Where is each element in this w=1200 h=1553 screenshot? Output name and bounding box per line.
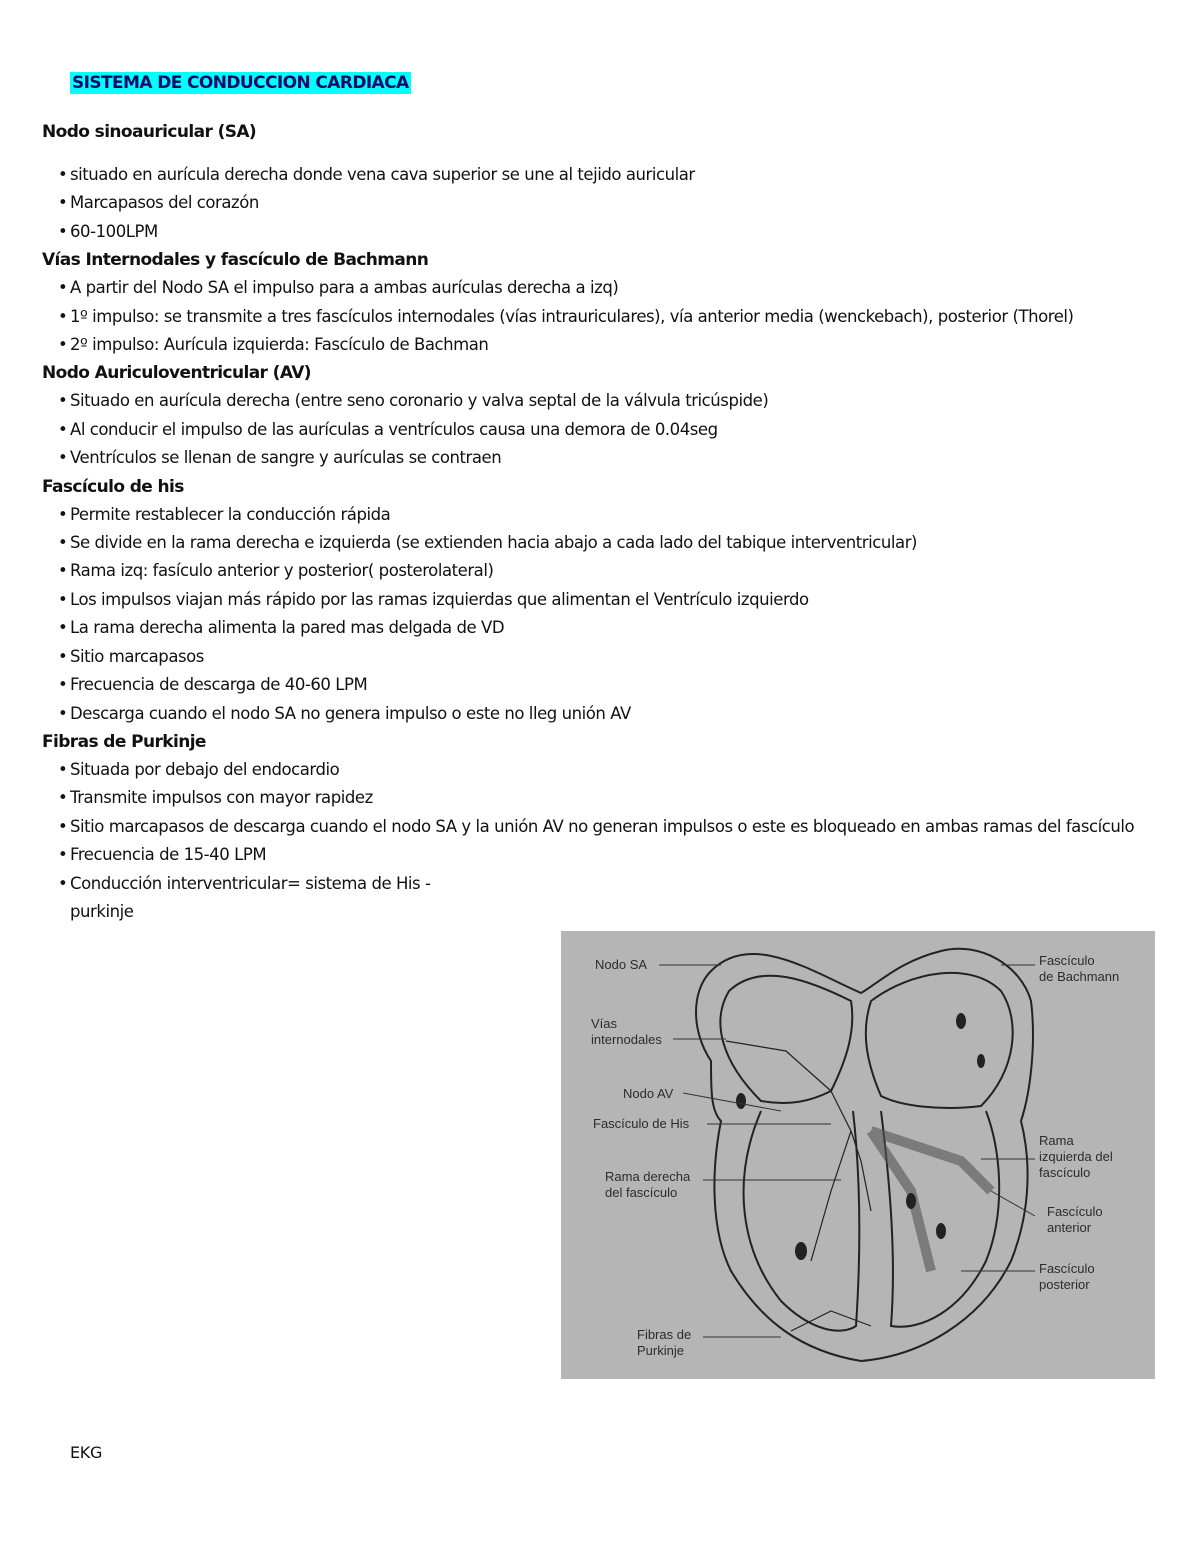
section-heading-fasciculo-his: Fascículo de his (42, 476, 184, 497)
list-item: • Permite restablecer la conducción rápida (42, 501, 1142, 529)
heart-outline (696, 949, 1033, 1361)
list-item: • Marcapasos del corazón (42, 189, 1142, 217)
conduction-paths (726, 1041, 871, 1331)
section-heading-vias-internodales: Vías Internodales y fascículo de Bachmann (42, 250, 429, 271)
list-item: • Conducción interventricular= sistema de His - purkinje (42, 870, 490, 927)
label-bachmann-2: de Bachmann (1039, 969, 1120, 984)
list-item: • Frecuencia de descarga de 40-60 LPM (42, 671, 1142, 699)
list-item: • situado en aurícula derecha donde vena cava superior se une al tejido auricular (42, 161, 1142, 189)
list-item: • 2º impulso: Aurícula izquierda: Fascículo de Bachman (42, 331, 1142, 359)
page-title: SISTEMA DE CONDUCCION CARDIACA (72, 73, 409, 93)
label-rama-izq-1: Rama (1039, 1133, 1074, 1148)
heart-conduction-diagram (561, 931, 1155, 1379)
list-item: • Rama izq: fasículo anterior y posterior( posterolateral) (42, 557, 1142, 585)
list-item: • 1º impulso: se transmite a tres fascículos internodales (vías intrauriculares), vía anterior media (wenckebach), posterior (Thorel) (42, 303, 1142, 331)
muscle-spots (736, 1013, 985, 1260)
list-item: • Frecuencia de 15-40 LPM (42, 841, 1142, 869)
right-atrium (720, 976, 852, 1103)
muscle-spot (936, 1223, 946, 1239)
label-posterior-2: posterior (1039, 1277, 1090, 1292)
section-list-nodo-sa (42, 161, 1142, 246)
list-item: • Situada por debajo del endocardio (42, 756, 1142, 784)
list-item: • Ventrículos se llenan de sangre y aurículas se contraen (42, 444, 1142, 472)
label-nodo-sa: Nodo SA (595, 957, 648, 972)
page-footer: EKG (70, 1443, 103, 1462)
muscle-spot (977, 1054, 985, 1068)
label-internodales: internodales (591, 1032, 662, 1047)
section-heading-nodo-sa: Nodo sinoauricular (SA) (42, 122, 257, 142)
muscle-spot (956, 1013, 966, 1029)
label-rama-derecha: Rama derecha (605, 1169, 691, 1184)
list-item: • Descarga cuando el nodo SA no genera impulso o este no lleg unión AV (42, 700, 1142, 728)
internodal-path (726, 1041, 831, 1091)
list-item: • Se divide en la rama derecha e izquierda (se extienden hacia abajo a cada lado del tabique interventricular) (42, 529, 1142, 557)
list-item: • Situado en aurícula derecha (entre seno coronario y valva septal de la válvula tricúspide) (42, 387, 1142, 415)
section-list-nodo-av (42, 387, 1142, 472)
his-bundle-path (831, 1091, 871, 1211)
label-posterior-1: Fascículo (1039, 1261, 1095, 1276)
list-item: • Los impulsos viajan más rápido por las ramas izquierdas que alimentan el Ventrículo izquierdo (42, 586, 1142, 614)
list-item: • Sitio marcapasos de descarga cuando el nodo SA y la unión AV no generan impulsos o este es bloqueado en ambas ramas del fascículo (42, 813, 1142, 841)
list-item: • La rama derecha alimenta la pared mas delgada de VD (42, 614, 1142, 642)
label-purkinje: Purkinje (637, 1343, 684, 1358)
label-rama-izq-2: izquierda del (1039, 1149, 1113, 1164)
right-branch-path (811, 1131, 851, 1261)
label-del-fasciculo: del fascículo (605, 1185, 678, 1200)
section-heading-purkinje: Fibras de Purkinje (42, 731, 206, 752)
document-body (42, 118, 1142, 926)
muscle-spot (795, 1242, 807, 1260)
heart-conduction-svg (561, 931, 1155, 1379)
label-fasciculo-his: Fascículo de His (593, 1116, 690, 1131)
section-heading-nodo-av: Nodo Auriculoventricular (AV) (42, 363, 311, 384)
muscle-spot (906, 1193, 916, 1209)
list-item: • Al conducir el impulso de las aurículas a ventrículos causa una demora de 0.04seg (42, 416, 1142, 444)
left-atrium (866, 973, 1013, 1108)
label-fibras-de: Fibras de (637, 1327, 692, 1342)
list-item: • Sitio marcapasos (42, 643, 1142, 671)
right-ventricle (744, 1111, 860, 1331)
label-rama-izq-3: fascículo (1039, 1165, 1091, 1180)
list-item: • Transmite impulsos con mayor rapidez (42, 784, 1142, 812)
list-item: • A partir del Nodo SA el impulso para a ambas aurículas derecha a izq) (42, 274, 1142, 302)
label-anterior-2: anterior (1047, 1220, 1092, 1235)
label-nodo-av: Nodo AV (623, 1086, 674, 1101)
label-anterior-1: Fascículo (1047, 1204, 1103, 1219)
diagram-labels (591, 953, 1119, 1358)
muscle-spot (736, 1093, 746, 1109)
section-list-purkinje (42, 756, 1142, 926)
label-bachmann-1: Fascículo (1039, 953, 1095, 968)
list-item: • 60-100LPM (42, 218, 1142, 246)
label-vias: Vías (591, 1016, 618, 1031)
section-list-vias-internodales (42, 274, 1142, 359)
section-list-fasciculo-his (42, 501, 1142, 728)
purkinje-path (791, 1311, 871, 1331)
